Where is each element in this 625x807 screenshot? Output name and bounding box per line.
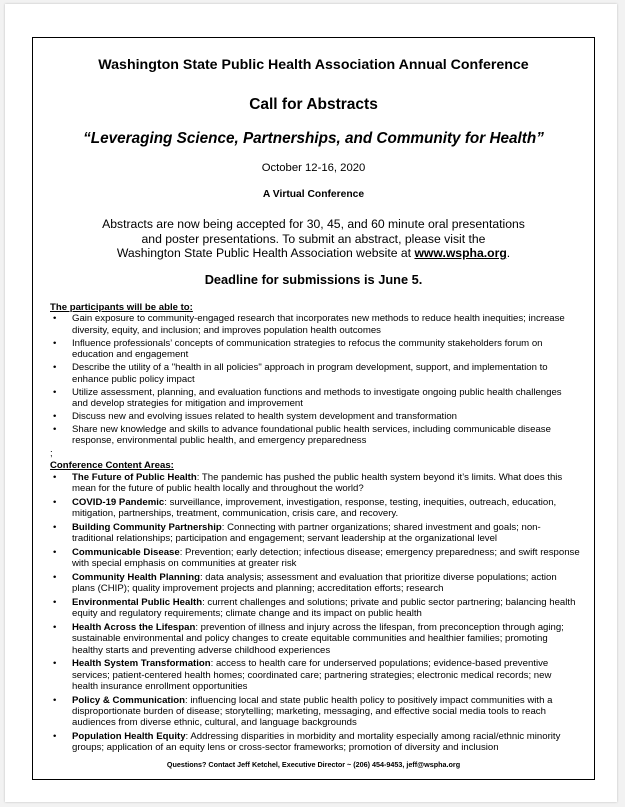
list-item bbox=[50, 731, 580, 754]
list-item bbox=[50, 497, 580, 520]
abstract-info-text: . bbox=[506, 246, 511, 260]
list-item bbox=[50, 622, 580, 656]
area-description: : influencing local and state public health policy to positively impact communities with a disproportionate burden of disease; storytelling; marketing, messaging, and effective social media tools to reach audiences from diverse ethnic, cultural, and language backgrounds bbox=[72, 694, 553, 729]
list-item: • Gain exposure to community-engaged research that incorporates new methods to reduce health inequities; increase diversity, equity, and inclusion; and improves population health outcomes bbox=[50, 313, 580, 336]
area-description: : Prevention; early detection; infectious disease; emergency preparedness; and swift response with special emphasis on communities at greater risk bbox=[72, 546, 580, 570]
website-link[interactable]: www.wspha.org bbox=[414, 246, 507, 260]
contact-footer: Questions? Contact Jeff Ketchel, Executive Director ~ (206) 454-9453, jeff@wspha.org bbox=[166, 760, 461, 769]
submission-deadline: Deadline for submissions is June 5. bbox=[204, 272, 423, 287]
conference-dates: October 12-16, 2020 bbox=[261, 162, 366, 174]
area-name: COVID-19 Pandemic bbox=[72, 496, 165, 508]
area-name: Environmental Public Health bbox=[72, 596, 203, 608]
area-description: : Connecting with partner organizations; shared investment and goals; non-traditional relationships; participation and engagement; servant leadership at the organizational level bbox=[72, 521, 541, 545]
area-name: The Future of Public Health bbox=[72, 471, 197, 483]
objectives-title: The participants will be able to: bbox=[50, 302, 193, 313]
area-name: Building Community Partnership bbox=[72, 521, 222, 533]
area-description: : data analysis; assessment and evaluation that prioritize diverse populations; action plans (CHIP); quality improvement projects and planning; accreditation efforts; research bbox=[72, 571, 557, 595]
area-name: Health System Transformation bbox=[72, 658, 211, 670]
list-item bbox=[50, 658, 580, 692]
area-name: Policy & Communication bbox=[72, 694, 186, 706]
area-name: Communicable Disease bbox=[72, 546, 180, 558]
area-description: : access to health care for underserved populations; evidence-based preventive services; patient-centered health homes; coordinated care; partnering strategies; electronic medical records; new health insurance enrollment opportunities bbox=[72, 658, 552, 693]
area-description: : The pandemic has pushed the public health system beyond it’s limits. What does this mean for the future of public health locally and throughout the world? bbox=[72, 471, 563, 495]
objectives-section bbox=[50, 302, 580, 756]
conference-title: Washington State Public Health Association Annual Conference bbox=[98, 57, 529, 73]
area-name: Community Health Planning bbox=[72, 571, 200, 583]
call-for-abstracts-heading: Call for Abstracts bbox=[249, 96, 378, 113]
list-item bbox=[50, 522, 580, 545]
separator-text: ; bbox=[50, 448, 53, 460]
area-description: : prevention of illness and injury across the lifespan, from preconception through aging; sustainable environmental and policy changes to create equitable communities and healthier families; promoting healthy starts and preventing adverse childhood experiences bbox=[72, 621, 564, 656]
list-item: • Share new knowledge and skills to advance foundational public health services, including communicable disease response, environmental public health, and emergency preparedness bbox=[50, 424, 580, 447]
list-item: • Describe the utility of a "health in all policies" approach in program development, support, and implementation to enhance public policy impact bbox=[50, 362, 580, 385]
abstract-info bbox=[33, 217, 594, 261]
list-item: • Discuss new and evolving issues related to health system development and transformation bbox=[50, 411, 580, 422]
area-description: : current challenges and solutions; private and public sector partnering; balancing health equity and regulatory requirements; climate change and its impact on public health bbox=[72, 596, 576, 620]
list-item bbox=[50, 547, 580, 570]
list-item: • Utilize assessment, planning, and evaluation functions and methods to investigate ongoing public health challenges and develop strategies for mitigation and improvement bbox=[50, 387, 580, 410]
area-name: Population Health Equity bbox=[72, 731, 186, 743]
list-item bbox=[50, 572, 580, 595]
list-item bbox=[50, 597, 580, 620]
abstract-info-text: Washington State Public Health Association website at bbox=[116, 246, 415, 260]
abstract-info-line: and poster presentations. To submit an abstract, please visit the bbox=[141, 231, 486, 246]
content-areas-title: Conference Content Areas: bbox=[50, 460, 174, 472]
abstract-info-line: Abstracts are now being accepted for 30, 45, and 60 minute oral presentations bbox=[102, 217, 525, 231]
document-page bbox=[5, 4, 617, 802]
abstract-info-line bbox=[33, 246, 594, 261]
bordered-flyer bbox=[32, 37, 595, 780]
objectives-list bbox=[50, 313, 580, 446]
area-description: : surveillance, improvement, investigation, response, testing, inequities, outreach, education, mitigation, partnerships, treatment, communication, crisis care, and recovery. bbox=[72, 496, 557, 520]
content-areas-list bbox=[50, 472, 580, 754]
conference-format: A Virtual Conference bbox=[262, 189, 365, 200]
list-item bbox=[50, 695, 580, 729]
list-item bbox=[50, 472, 580, 495]
list-item: • Influence professionals’ concepts of communication strategies to refocus the community stakeholders forum on education and engagement bbox=[50, 338, 580, 361]
area-description: : Addressing disparities in morbidity and mortality especially among racial/ethnic minority groups; application of an equity lens or cross-sector frameworks; promotion of diversity and inclusion bbox=[72, 731, 561, 754]
conference-theme: “Leveraging Science, Partnerships, and Community for Health” bbox=[83, 130, 544, 147]
area-name: Health Across the Lifespan bbox=[72, 621, 196, 633]
